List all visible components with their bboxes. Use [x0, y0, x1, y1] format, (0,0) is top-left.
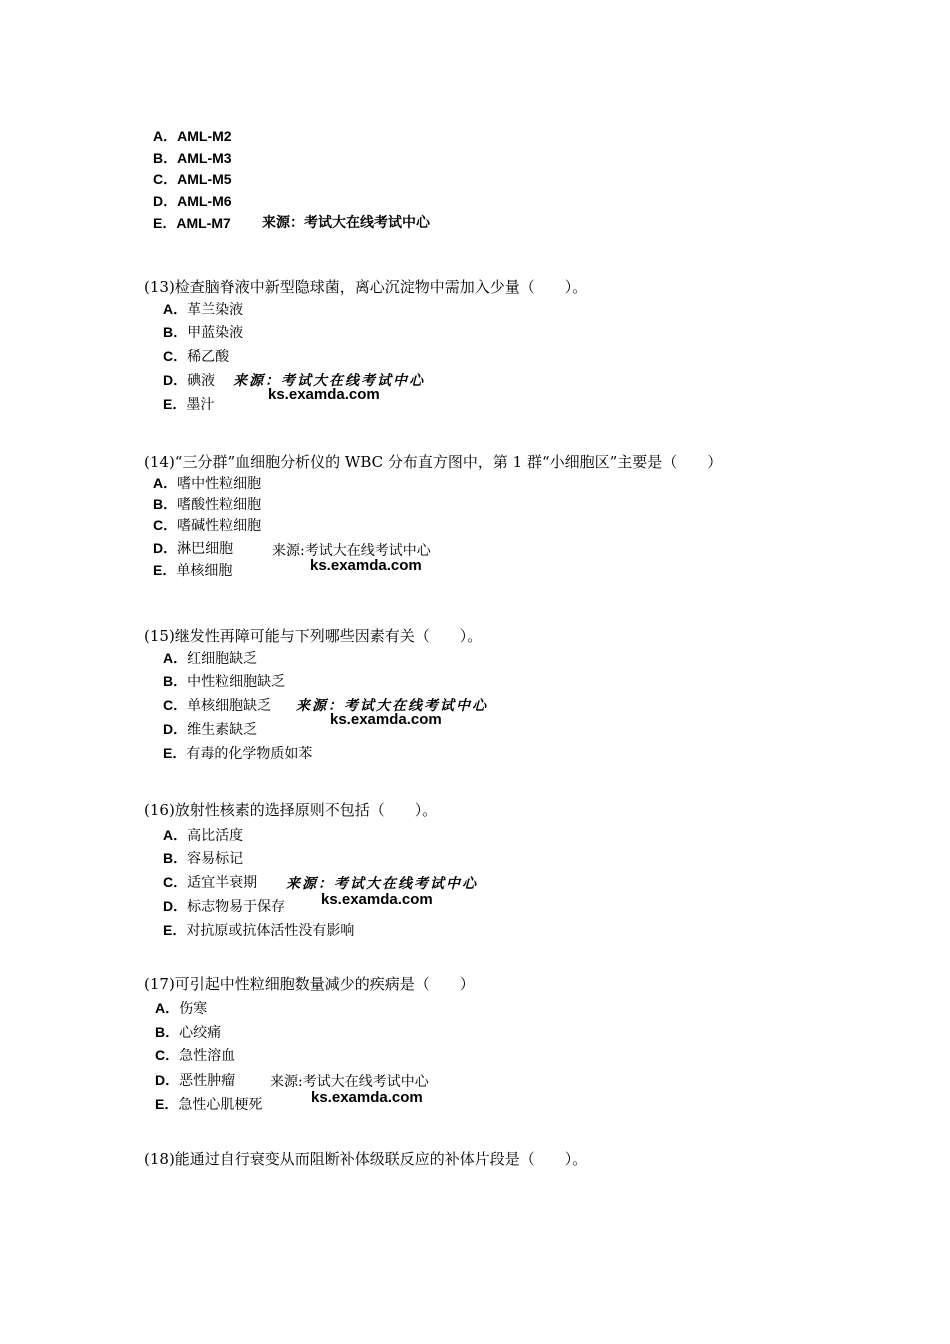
option-letter: E． [163, 745, 187, 761]
option-letter: A． [153, 128, 178, 144]
source-url: ks.examda.com [321, 891, 433, 908]
option-c [153, 169, 232, 189]
option-c [153, 515, 261, 535]
option-text: 恶性肿瘤 [179, 1073, 236, 1089]
option-letter: C． [153, 171, 178, 187]
option-c [163, 346, 229, 366]
option-letter: A． [163, 650, 188, 666]
option-text: 维生素缺乏 [187, 722, 258, 738]
option-text: 心绞痛 [179, 1025, 222, 1041]
option-text: AML-M3 [177, 150, 232, 166]
option-letter: D． [153, 193, 178, 209]
option-e [155, 1094, 262, 1114]
option-letter: B． [155, 1024, 180, 1040]
option-letter: E． [153, 215, 177, 231]
option-letter: B． [153, 496, 178, 512]
option-letter: B． [163, 673, 188, 689]
option-text: 容易标记 [187, 851, 244, 867]
option-letter: C． [155, 1047, 180, 1063]
option-d [153, 538, 233, 558]
option-e [153, 560, 232, 580]
option-e [153, 213, 231, 233]
option-a [153, 126, 232, 146]
question-stem: (18)能通过自行衰变从而阻断补体级联反应的补体片段是（ ）。 [144, 1150, 588, 1168]
source-watermark: 来源：考试大在线考试中心 [296, 698, 488, 714]
option-d [153, 191, 232, 211]
option-text: 有毒的化学物质如苯 [186, 746, 313, 762]
option-a [155, 998, 207, 1018]
option-letter: A． [153, 475, 178, 491]
option-text: AML-M2 [177, 128, 232, 144]
option-text: 红细胞缺乏 [187, 651, 258, 667]
option-a [153, 473, 261, 493]
option-letter: D． [155, 1072, 180, 1088]
option-text: 急性溶血 [179, 1048, 236, 1064]
source-watermark: 来源：考试大在线考试中心 [286, 876, 478, 892]
option-text: 高比活度 [187, 828, 244, 844]
option-a [163, 825, 243, 845]
option-text: 淋巴细胞 [177, 541, 234, 557]
option-text: 嗜中性粒细胞 [177, 476, 262, 492]
option-a [163, 648, 257, 668]
option-text: 革兰染液 [187, 302, 244, 318]
option-letter: C． [163, 348, 188, 364]
source-watermark: 来源:考试大在线考试中心 [270, 1074, 429, 1090]
option-letter: C． [163, 697, 188, 713]
question-stem: (16)放射性核素的选择原则不包括（ ）。 [144, 801, 438, 819]
question-stem: (13)检查脑脊液中新型隐球菌，离心沉淀物中需加入少量（ ）。 [144, 278, 588, 296]
option-b [163, 322, 243, 342]
option-text: 伤寒 [179, 1001, 208, 1017]
source-url: ks.examda.com [311, 1089, 423, 1106]
option-d [163, 896, 285, 916]
option-d [155, 1070, 235, 1090]
option-text: AML-M6 [177, 193, 232, 209]
option-letter: E． [163, 922, 187, 938]
option-letter: B． [153, 150, 178, 166]
option-b [155, 1022, 221, 1042]
option-a [163, 299, 243, 319]
option-text: 急性心肌梗死 [178, 1097, 263, 1113]
source-watermark: 来源：考试大在线考试中心 [262, 215, 430, 231]
option-text: 嗜酸性粒细胞 [177, 497, 262, 513]
option-text: 对抗原或抗体活性没有影响 [186, 923, 355, 939]
option-letter: B． [163, 324, 188, 340]
question-stem: (17)可引起中性粒细胞数量减少的疾病是（ ） [144, 975, 475, 993]
option-d [163, 719, 257, 739]
option-c [163, 695, 271, 715]
option-b [163, 671, 285, 691]
source-watermark: 来源:考试大在线考试中心 [272, 543, 431, 559]
option-letter: E． [155, 1096, 179, 1112]
source-url: ks.examda.com [268, 386, 380, 403]
option-text: 单核细胞 [176, 563, 233, 579]
option-text: 甲蓝染液 [187, 325, 244, 341]
option-text: 嗜碱性粒细胞 [177, 518, 262, 534]
option-text: 中性粒细胞缺乏 [187, 674, 286, 690]
option-letter: C． [163, 874, 188, 890]
source-url: ks.examda.com [330, 711, 442, 728]
option-e [163, 743, 312, 763]
option-e [163, 920, 354, 940]
option-b [153, 494, 261, 514]
option-letter: D． [163, 721, 188, 737]
question-stem: (14)“三分群”血细胞分析仪的 WBC 分布直方图中，第 1 群“小细胞区”主要是（ ） [144, 453, 723, 471]
option-letter: D． [163, 898, 188, 914]
option-letter: A． [155, 1000, 180, 1016]
option-text: 适宜半衰期 [187, 875, 258, 891]
option-e [163, 394, 214, 414]
option-text: 墨汁 [186, 397, 215, 413]
option-text: AML-M7 [176, 215, 231, 231]
option-c [155, 1045, 235, 1065]
option-text: 稀乙酸 [187, 349, 230, 365]
option-text: 碘液 [187, 373, 216, 389]
option-text: 单核细胞缺乏 [187, 698, 272, 714]
option-letter: C． [153, 517, 178, 533]
source-url: ks.examda.com [310, 557, 422, 574]
option-b [153, 148, 232, 168]
option-letter: D． [163, 372, 188, 388]
option-text: 标志物易于保存 [187, 899, 286, 915]
option-d [163, 370, 215, 390]
option-letter: E． [153, 562, 177, 578]
option-letter: E． [163, 396, 187, 412]
option-letter: B． [163, 850, 188, 866]
option-letter: D． [153, 540, 178, 556]
question-stem: (15)继发性再障可能与下列哪些因素有关（ ）。 [144, 627, 483, 645]
option-text: AML-M5 [177, 171, 232, 187]
option-letter: A． [163, 827, 188, 843]
option-letter: A． [163, 301, 188, 317]
source-watermark: 来源：考试大在线考试中心 [233, 373, 425, 389]
option-c [163, 872, 257, 892]
option-b [163, 848, 243, 868]
